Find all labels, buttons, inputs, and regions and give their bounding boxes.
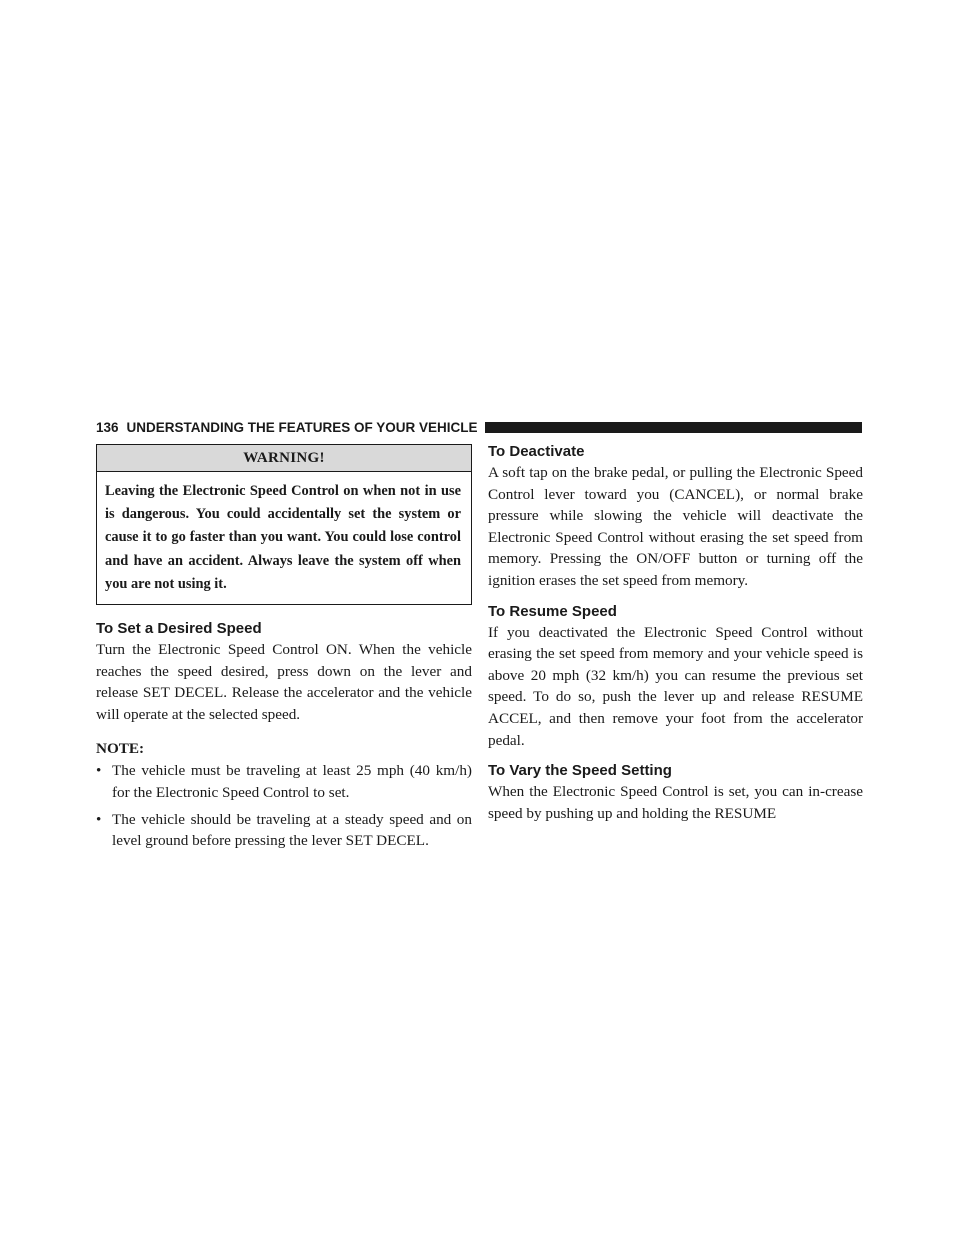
left-column [96,442,472,852]
warning-text: Leaving the Electronic Speed Control on when not in use is dangerous. You could accidentally set the system or cause it to go faster than you want. You could lose control and have an accident. Always leave the system off when you are not using it. [105,483,461,592]
page-number: 136 [96,419,119,435]
heading-resume: To Resume Speed [488,602,617,620]
bullet-icon: • [96,810,102,828]
note-item-text: The vehicle must be traveling at least 25 mph (40 km/h) for the Electronic Speed Control to set. [112,762,472,801]
note-item-text: The vehicle should be traveling at a steady speed and on level ground before pressing the lever SET DECEL. [112,810,472,850]
section-title: UNDERSTANDING THE FEATURES OF YOUR VEHICLE [126,419,478,435]
paragraph-set-speed: Turn the Electronic Speed Control ON. When the vehicle reaches the speed desired, press down on the lever and release SET DECEL. Release the accelerator and the vehicle will operate at the selected speed. [96,641,472,723]
warning-title: WARNING! [97,445,471,472]
paragraph-resume: If you deactivated the Electronic Speed Control without erasing the set speed from memory and your vehicle speed is above 20 mph (32 km/h) you can resume the previous set speed. To do so, push the lever up and release RESUME ACCEL, and then remove your foot from the accelerator pedal. [488,623,863,749]
heading-deactivate: To Deactivate [488,443,585,460]
paragraph-vary-speed: When the Electronic Speed Control is set, you can in-crease speed by pushing up and holding the RESUME [488,783,863,822]
note-label: NOTE: [96,740,145,758]
paragraph-deactivate: A soft tap on the brake pedal, or pulling the Electronic Speed Control lever toward you (CANCEL), or normal brake pressure while slowing the vehicle will deactivate the Electronic Speed Control without erasing the set speed from memory. Pressing the ON/OFF button or turning off the ignition erases the set speed from memory. [488,464,863,589]
heading-vary-speed: To Vary the Speed Setting [488,762,672,780]
warning-box [96,444,472,605]
list-item [96,760,472,803]
list-item [96,809,472,852]
bullet-icon: • [96,762,102,780]
right-column [488,442,863,824]
header-rule [485,422,862,433]
heading-set-speed: To Set a Desired Speed [96,620,262,638]
page-header [96,416,862,438]
note-list [96,760,472,851]
